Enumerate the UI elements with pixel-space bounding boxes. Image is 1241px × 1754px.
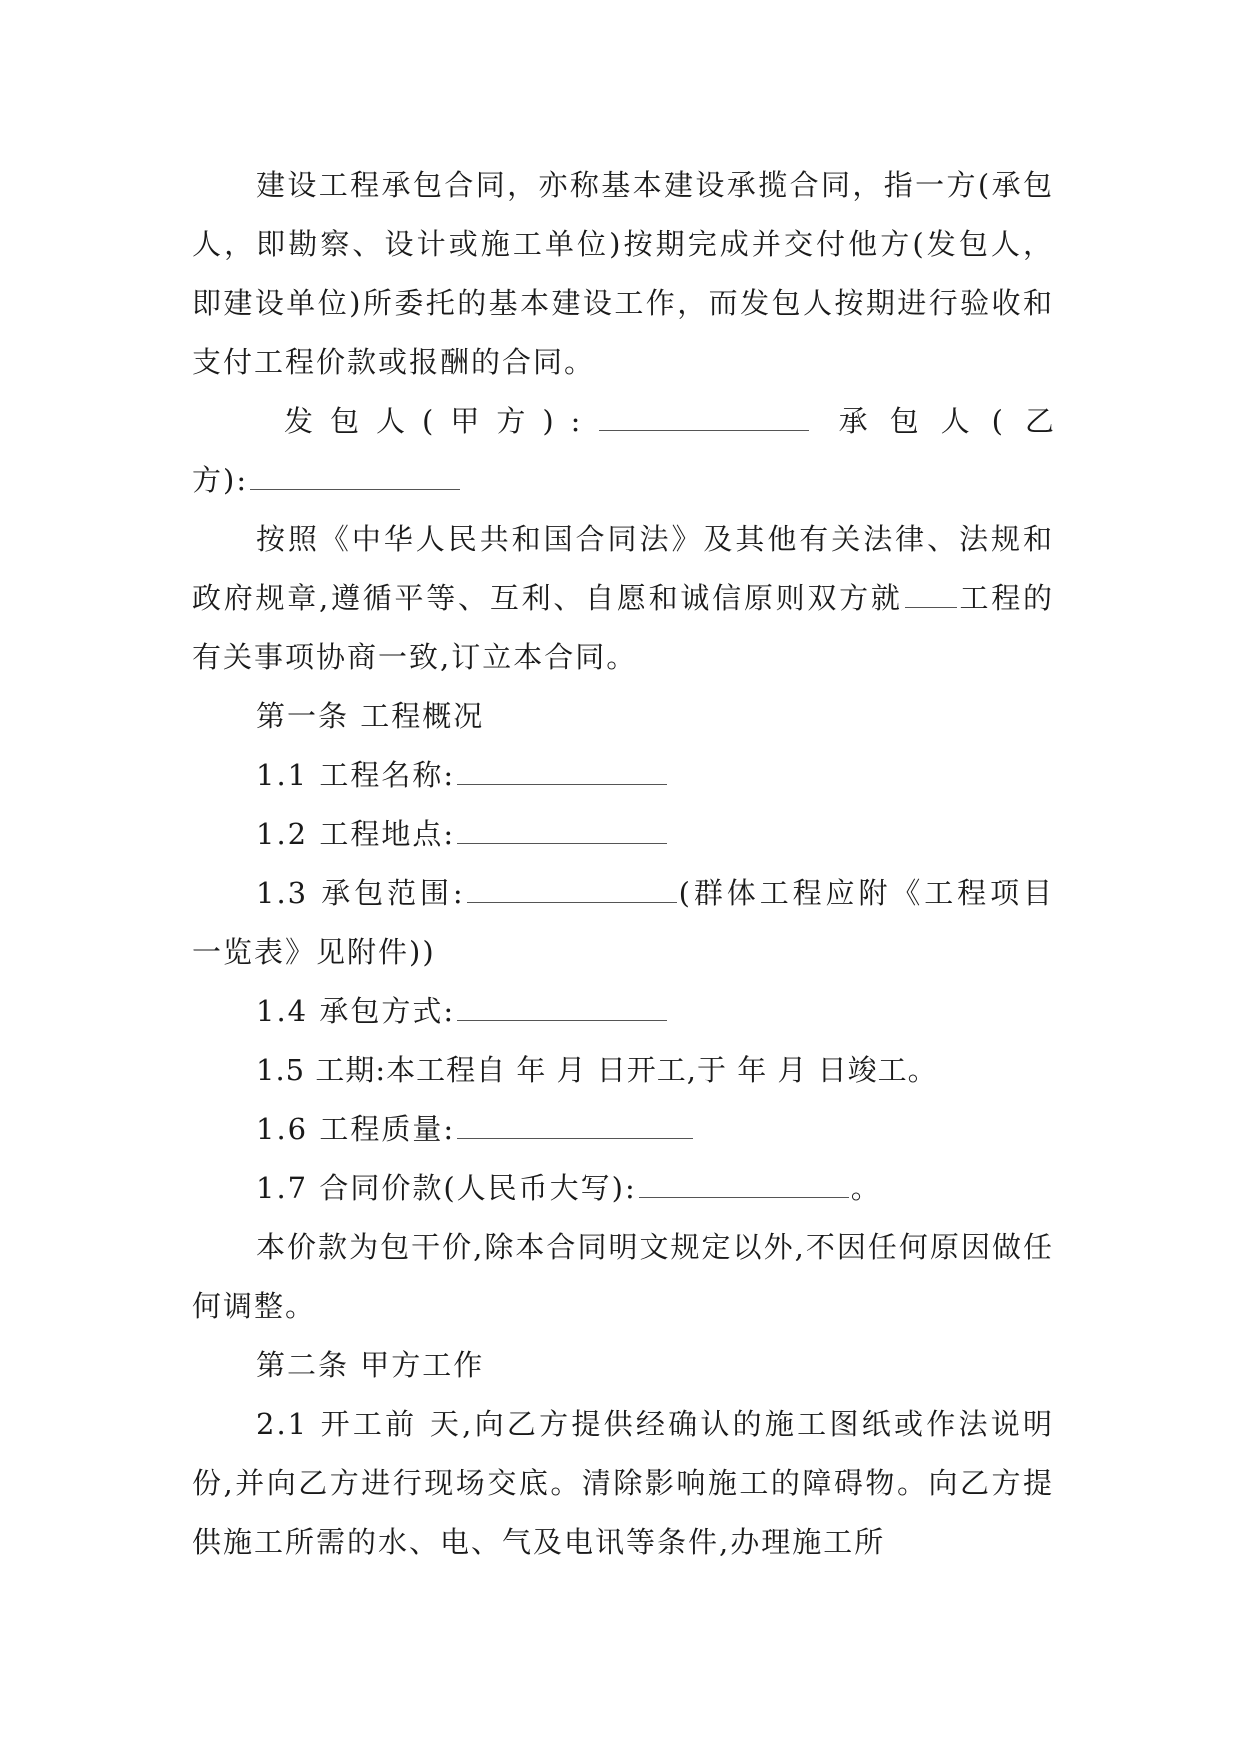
employer-blank xyxy=(599,400,809,431)
item-1-6-label: 1.6 工程质量: xyxy=(256,1112,456,1146)
parties-line xyxy=(192,392,1076,451)
item-1-4-blank xyxy=(457,990,667,1021)
item-1-2 xyxy=(192,805,1054,864)
item-1-1-blank xyxy=(457,754,667,785)
price-note: 本价款为包干价,除本合同明文规定以外,不因任何原因做任何调整。 xyxy=(192,1230,1054,1323)
project-name-blank xyxy=(905,577,957,608)
preamble-paragraph xyxy=(192,510,1054,687)
contractor-blank xyxy=(250,459,460,490)
item-1-7 xyxy=(192,1159,1054,1218)
item-1-1-label: 1.1 工程名称: xyxy=(256,758,456,792)
item-1-1 xyxy=(192,746,1054,805)
item-1-3 xyxy=(192,864,1054,982)
item-1-4-label: 1.4 承包方式: xyxy=(256,994,456,1028)
item-1-2-label: 1.2 工程地点: xyxy=(256,817,456,851)
item-1-5: 1.5 工期:本工程自 年 月 日开工,于 年 月 日竣工。 xyxy=(256,1053,938,1087)
contract-body xyxy=(192,156,1076,1572)
employer-label: 发包人(甲方): xyxy=(284,404,598,438)
item-1-3-blank xyxy=(467,872,677,903)
item-1-6 xyxy=(192,1100,1054,1159)
preamble-text-end: 工程的有关事项协商一致,订立本合同。 xyxy=(192,581,1054,674)
item-1-7-blank xyxy=(639,1167,849,1198)
item-1-4 xyxy=(192,982,1054,1041)
preamble-text: 按照《中华人民共和国合同法》及其他有关法律、法规和政府规章,遵循平等、互利、自愿和诚信原则双方就 xyxy=(192,522,1054,615)
item-1-3-note: (群体工程应附《工程项目一览表》见附件)) xyxy=(192,876,1054,969)
intro-paragraph: 建设工程承包合同，亦称基本建设承揽合同，指一方(承包人，即勘察、设计或施工单位)按期完成并交付他方(发包人，即建设单位)所委托的基本建设工作，而发包人按期进行验收和支付工程价款或报酬的合同。 xyxy=(192,168,1054,379)
item-1-7-label: 1.7 合同价款(人民币大写): xyxy=(256,1171,637,1205)
article2-heading: 第二条 甲方工作 xyxy=(256,1348,485,1382)
item-1-6-blank xyxy=(457,1108,693,1139)
contractor-line xyxy=(192,451,1054,510)
item-1-2-blank xyxy=(457,813,667,844)
contractor-label: 承包人(乙 xyxy=(838,404,1076,438)
item-1-3-label: 1.3 承包范围: xyxy=(256,876,465,910)
item-1-7-end: 。 xyxy=(850,1171,882,1205)
contractor-label-cont: 方): xyxy=(192,463,249,497)
item-2-1: 2.1 开工前 天,向乙方提供经确认的施工图纸或作法说明 份,并向乙方进行现场交底。清除影响施工的障碍物。向乙方提供施工所需的水、电、气及电讯等条件,办理施工所 xyxy=(192,1407,1054,1559)
article1-heading: 第一条 工程概况 xyxy=(256,699,485,733)
